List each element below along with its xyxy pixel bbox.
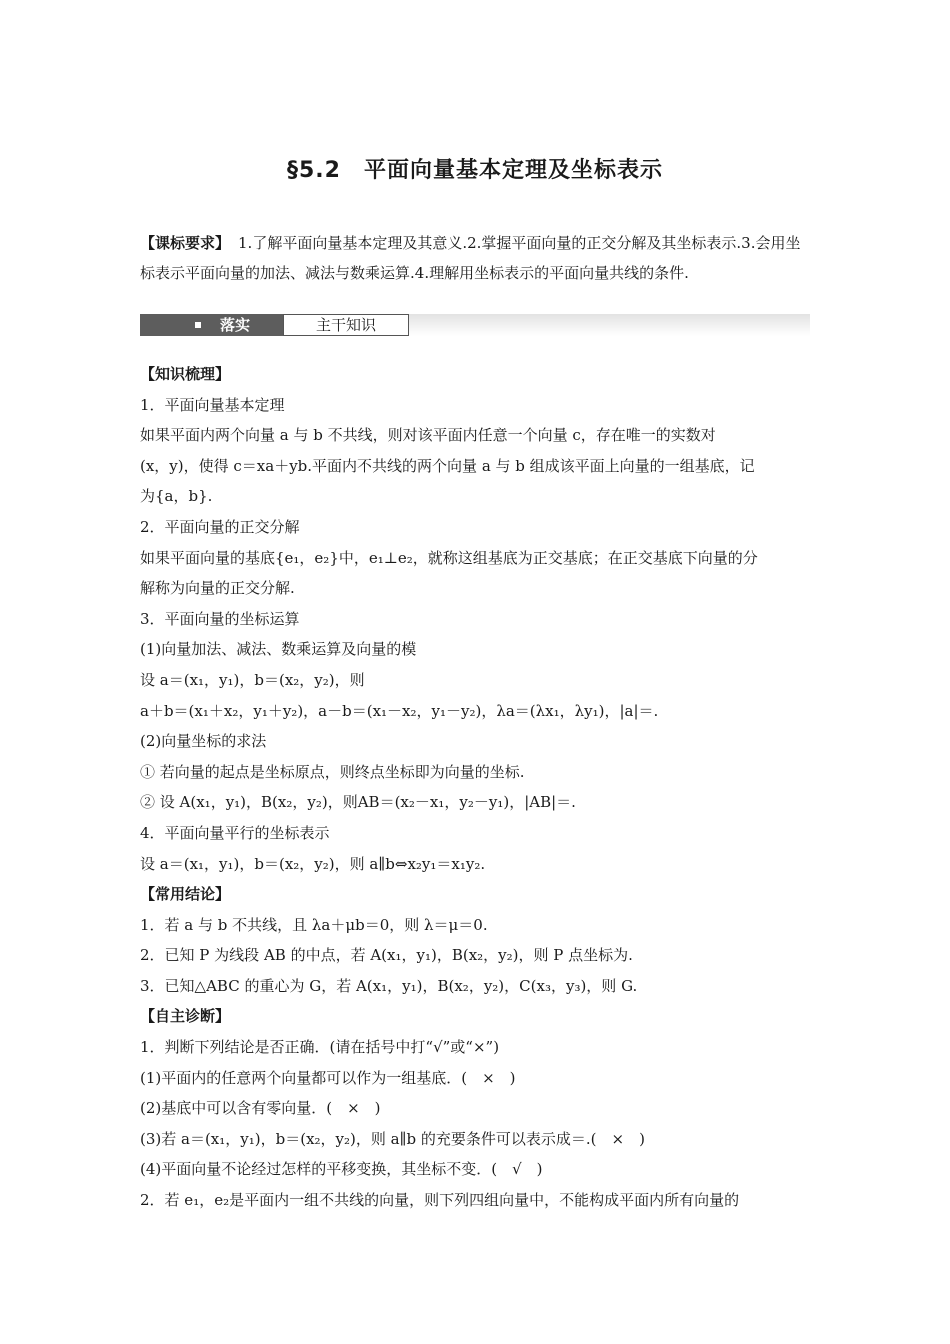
course-requirement (140, 228, 812, 288)
text-line: ① 若向量的起点是坐标原点，则终点坐标即为向量的坐标. (140, 762, 525, 781)
item-heading: 2．平面向量的正交分解 (140, 517, 300, 536)
judge-item: (2)基底中可以含有零向量．( × ) (140, 1099, 381, 1118)
heading-self-check: 【自主诊断】 (140, 1007, 231, 1026)
formula-line: a＋b＝(x₁＋x₂，y₁＋y₂)，a－b＝(x₁－x₂，y₁－y₂)，λa＝(λx₁，λy₁)，|a|＝. (140, 701, 659, 720)
text-line: (x，y)，使得 c＝xa＋yb.平面内不共线的两个向量 a 与 b 组成该平面上向量的一组基底，记 (140, 456, 755, 475)
requirement-text: 1.了解平面向量基本定理及其意义.2.掌握平面向量的正交分解及其坐标表示.3.会用坐标表示平面向量的加法、减法与数乘运算.4.理解用坐标表示的平面向量共线的条件. (140, 234, 801, 282)
judge-item: (4)平面向量不论经过怎样的平移变换，其坐标不变．( √ ) (140, 1160, 543, 1179)
item-heading: 3．平面向量的坐标运算 (140, 609, 300, 628)
formula-line: 设 a＝(x₁，y₁)，b＝(x₂，y₂)，则 a∥b⇔x₂y₁＝x₁y₂. (140, 854, 486, 873)
text-line: 2．已知 P 为线段 AB 的中点，若 A(x₁，y₁)，B(x₂，y₂)，则 P 点坐标为. (140, 946, 633, 965)
question-line: 1．判断下列结论是否正确．(请在括号中打“√”或“×”) (140, 1038, 500, 1057)
page-title: §5.2 平面向量基本定理及坐标表示 (287, 158, 663, 183)
content-body (140, 359, 812, 1216)
text-line: 如果平面向量的基底{e₁，e₂}中，e₁⊥e₂，就称这组基底为正交基底；在正交基底下向量的分 (140, 548, 758, 567)
formula-line: ② 设 A(x₁，y₁)，B(x₂，y₂)，则AB＝(x₂－x₁，y₂－y₁)，|AB|＝. (140, 793, 576, 812)
text-line: 3．已知△ABC 的重心为 G，若 A(x₁，y₁)，B(x₂，y₂)，C(x₃，y₃)，则 G. (140, 976, 638, 995)
item-heading: 4．平面向量平行的坐标表示 (140, 823, 330, 842)
requirement-tag: 【课标要求】 (140, 234, 231, 252)
judge-item: (1)平面内的任意两个向量都可以作为一组基底．( × ) (140, 1068, 516, 1087)
text-line: 如果平面内两个向量 a 与 b 不共线，则对该平面内任意一个向量 c，存在唯一的实数对 (140, 426, 716, 445)
section-bar (140, 314, 810, 336)
item-heading: 1．平面向量基本定理 (140, 395, 285, 414)
section-tab-light: 主干知识 (283, 314, 409, 336)
heading-conclusions: 【常用结论】 (140, 885, 231, 904)
text-line: (2)向量坐标的求法 (140, 732, 267, 751)
text-line: 1．若 a 与 b 不共线，且 λa＋μb＝0，则 λ＝μ＝0. (140, 915, 488, 934)
text-line: (1)向量加法、减法、数乘运算及向量的模 (140, 640, 417, 659)
text-line: 设 a＝(x₁，y₁)，b＝(x₂，y₂)，则 (140, 670, 365, 689)
section-tab-dark-label: 落实 (220, 316, 251, 334)
square-bullet-icon (195, 322, 201, 328)
heading-knowledge: 【知识梳理】 (140, 365, 231, 383)
judge-item: (3)若 a＝(x₁，y₁)，b＝(x₂，y₂)，则 a∥b 的充要条件可以表示成＝.( × ) (140, 1129, 645, 1148)
text-line: 解称为向量的正交分解. (140, 579, 295, 598)
text-line: 为{a，b}. (140, 487, 213, 506)
section-tab-dark (140, 314, 283, 336)
question-line: 2．若 e₁，e₂是平面内一组不共线的向量，则下列四组向量中，不能构成平面内所有向量的 (140, 1191, 740, 1210)
